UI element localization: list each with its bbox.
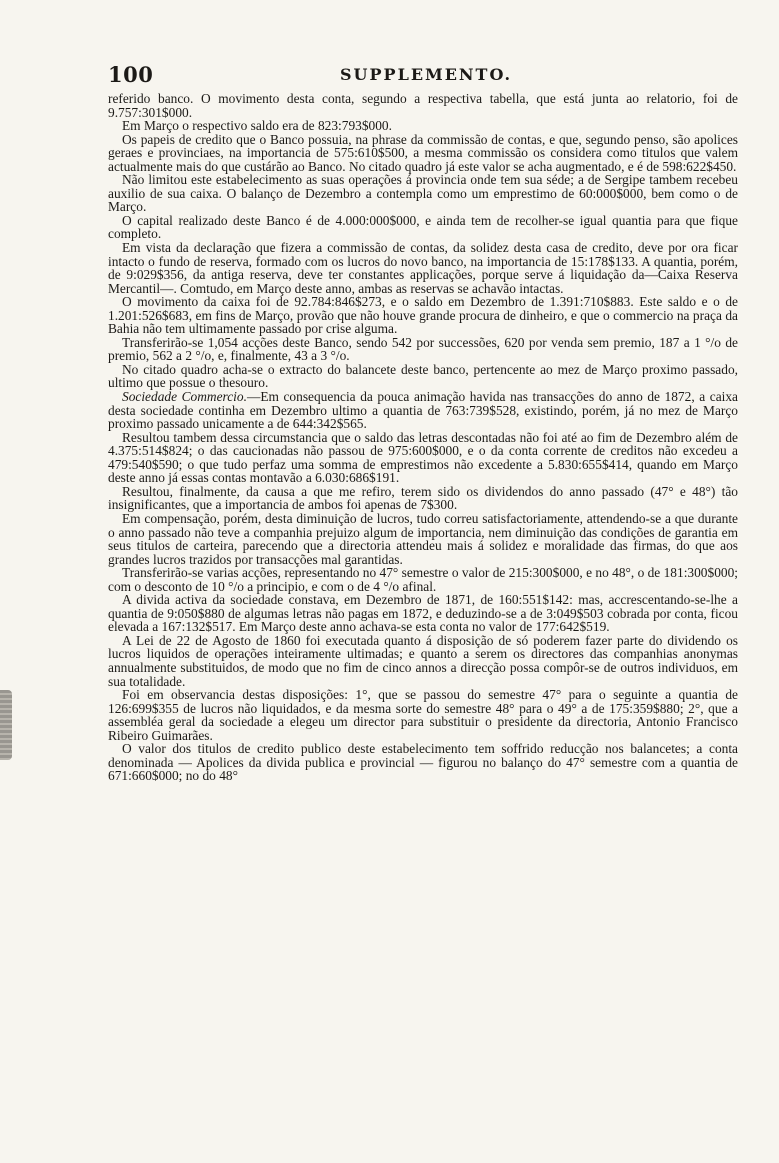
paragraph: Em compensação, porém, desta diminuição de lucros, tudo correu satisfactoriamente, attendendo-se a que durante o anno passado não teve a companhia prejuizo algum de importancia, nem diminuição das condições de garantia em seus titulos de carteira, parecendo que a directoria attendeu mais á solidez e moralidade das firmas, do que aos grandes lucros trazidos por transacções mal garantidas. (108, 510, 738, 567)
paragraph: No citado quadro acha-se o extracto do balancete deste banco, pertencente ao mez de Março proximo passado, ultimo que possue o thesouro. (108, 361, 738, 391)
paragraph: Os papeis de credito que o Banco possuia, na phrase da commissão de contas, e que, segundo penso, são apolices geraes e provinciaes, na importancia de 575:610$500, a mesma commissão os considera como titulos que valem actualmente mais do que custárão ao Banco. No citado quadro já este valor se acha augmentado, e é de 598:622$450. (108, 131, 738, 174)
paragraph: Em vista da declaração que fizera a commissão de contas, da solidez desta casa de credito, deve por ora ficar intacto o fundo de reserva, formado com os lucros do novo banco, na importancia de 15:178$133. A quantia, porém, de 9:029$356, da antiga reserva, deve ter constantes applicações, porque serve á liquidação da—Caixa Reserva Mercantil—. Comtudo, em Março deste anno, ambas as reservas se achavão intactas. (108, 240, 738, 296)
paragraph: Em Março o respectivo saldo era de 823:793$000. (122, 118, 392, 134)
page-header (108, 62, 738, 88)
paragraph: Resultou, finalmente, da causa a que me refiro, terem sido os dividendos do anno passado (47° e 48°) tão insignificantes, que a importancia de ambos foi apenas de 7$300. (108, 483, 738, 513)
paragraph: Transferirão-se 1,054 acções deste Banco, sendo 542 por successões, 620 por venda sem premio, 187 a 1 °/o de premio, 562 a 2 °/o, e, finalmente, 43 a 3 °/o. (108, 334, 738, 364)
paragraph: A divida activa da sociedade constava, em Dezembro de 1871, de 160:551$142: mas, accrescentando-se-lhe a quantia de 9:050$880 de algumas letras não pagas em 1872, e deduzindo-se a de 3:049$503 cobrada por conta, ficou elevada a 167:132$517. Em Março deste anno achava-se esta conta no valor de 177:642$519. (108, 592, 738, 635)
paragraph: Não limitou este estabelecimento as suas operações á provincia onde tem sua séde; a de Sergipe tambem recebeu auxilio de sua caixa. O balanço de Dezembro a contempla como um emprestimo de 60:000$000, bem como o de Março. (108, 172, 738, 215)
paragraph: referido banco. O movimento desta conta, segundo a respectiva tabella, que está junta ao relatorio, foi de 9.757:301$000. (108, 91, 738, 120)
section-paragraph-sociedade (108, 390, 738, 431)
page-number: 100 (108, 62, 154, 87)
section-text: —Em consequencia da pouca animação havida nas transacções do anno de 1872, a caixa desta sociedade continha em Dezembro ultimo a quantia de 763:739$528, existindo, porém, já no mez de Março proximo passado unicamente a de 644:342$565. (108, 389, 738, 432)
paragraph: Transferirão-se varias acções, representando no 47° semestre o valor de 215:300$000, e no 48°, o de 181:300$000; com o desconto de 10 °/o a principio, e com o de 4 °/o afinal. (108, 565, 738, 594)
body-text (108, 92, 738, 783)
paragraph: O movimento da caixa foi de 92.784:846$273, e o saldo em Dezembro de 1.391:710$883. Este saldo e o de 1.201:526$683, em fins de Março, provão que não houve grande procura de dinheiro, e que o commercio na praça da Bahia não tem ultimamente passado por crise alguma. (108, 294, 738, 337)
paragraph: Foi em observancia destas disposições: 1°, que se passou do semestre 47° para o seguinte a quantia de 126:699$355 de lucros não liquidados, e da mesma sorte do semestre 48° para o 49° a de 175:359$880; 2°, que a assembléa geral da sociedade a elegeu um director para substituir o presidente da directoria, Antonio Francisco Ribeiro Guimarães. (108, 687, 738, 743)
running-title: SUPPLEMENTO. (340, 65, 513, 84)
paragraph: O capital realizado deste Banco é de 4.000:000$000, e ainda tem de recolher-se igual quantia para que fique completo. (108, 212, 738, 242)
paragraph: Resultou tambem dessa circumstancia que o saldo das letras descontadas não foi até ao fim de Dezembro além de 4.375:514$824; o das caucionadas não passou de 975:600$000, e o da conta corrente de creditos não excedeu a 479:540$590; o que tudo perfaz uma somma de emprestimos não excedente a 5.830:655$414, quando em Março deste anno já essas contas montavão a 6.030:686$191. (108, 429, 738, 486)
paragraph: O valor dos titulos de credito publico deste estabelecimento tem soffrido reducção nos balancetes; a conta denominada — Apolices da divida publica e provincial — figurou no balanço do 47° semestre com a quantia de 671:660$000; no do 48° (108, 741, 738, 784)
paragraph: A Lei de 22 de Agosto de 1860 foi executada quanto á disposição de só poderem fazer parte do dividendo os lucros liquidos de operações inteiramente ultimadas; e quanto a serem os directores das companhias anonymas annualmente substituidos, de modo que no fim de cinco annos a direcção possa compôr-se de outros individuos, em sua totalidade. (108, 632, 738, 689)
binding-clip-mark (0, 690, 12, 760)
section-title: Sociedade Commercio. (122, 389, 247, 405)
